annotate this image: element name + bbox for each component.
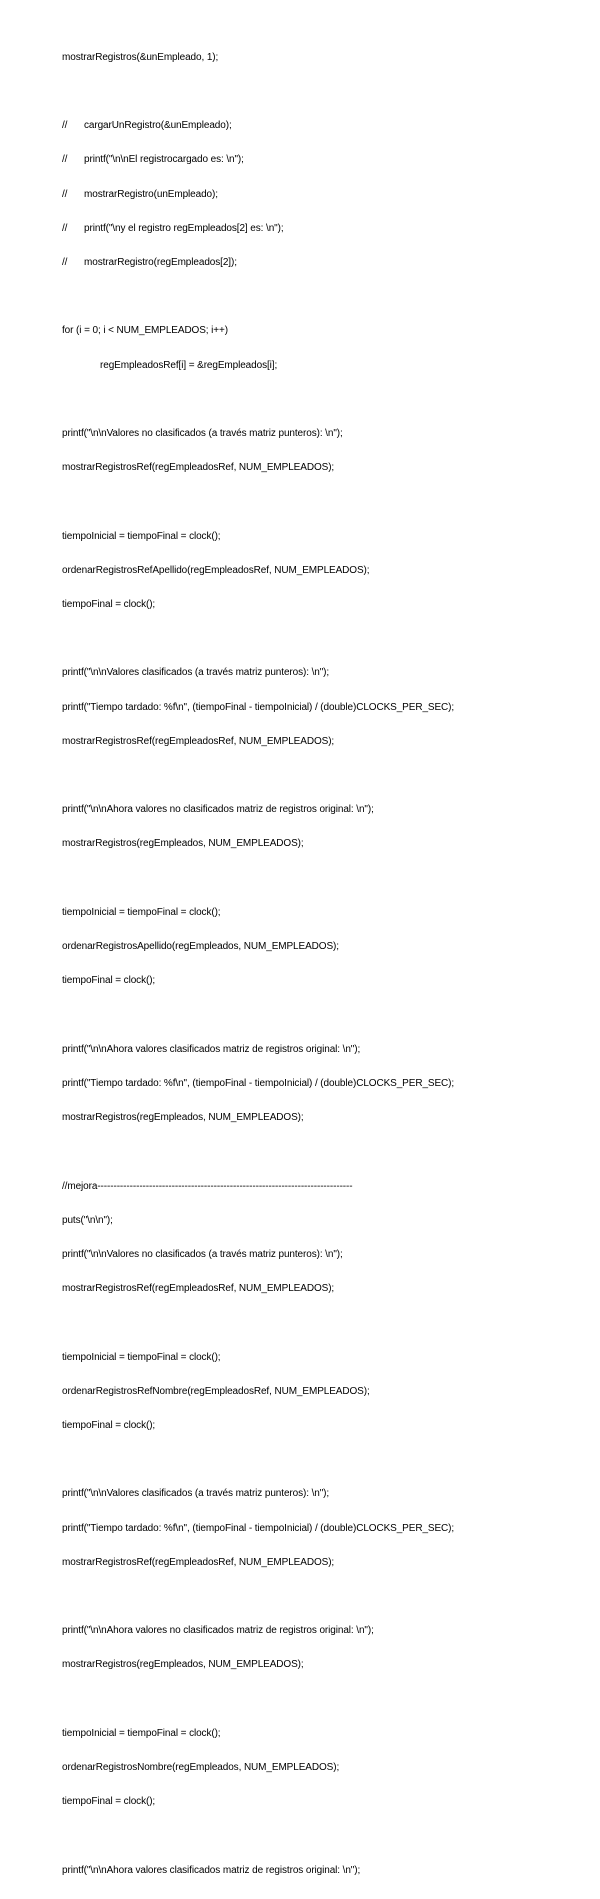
- code-line: printf("\n\nValores clasificados (a través matriz punteros): \n");: [62, 1488, 330, 1500]
- code-line: tiempoInicial = tiempoFinal = clock();: [62, 530, 221, 542]
- code-line: mostrarRegistrosRef(regEmpleadosRef, NUM_EMPLEADOS);: [62, 462, 335, 474]
- code-line: ordenarRegistrosApellido(regEmpleados, NUM_EMPLEADOS);: [62, 941, 339, 953]
- code-line: printf("\n\nValores no clasificados (a través matriz punteros): \n");: [62, 428, 343, 440]
- code-listing: [62, 29, 592, 1899]
- code-line: printf("\n\nAhora valores clasificados matriz de registros original: \n");: [62, 1864, 361, 1876]
- code-line: ordenarRegistrosNombre(regEmpleados, NUM_EMPLEADOS);: [62, 1761, 340, 1773]
- code-line: puts("\n\n");: [62, 1214, 113, 1226]
- code-line: // mostrarRegistro(regEmpleados[2]);: [62, 257, 237, 269]
- code-line: printf("\n\nAhora valores no clasificados matriz de registros original: \n");: [62, 804, 374, 816]
- code-line: printf("\n\nAhora valores no clasificados matriz de registros original: \n");: [62, 1625, 374, 1637]
- blank-line: [62, 1010, 592, 1021]
- code-line: regEmpleadosRef[i] = &regEmpleados[i];: [100, 359, 278, 371]
- code-line: tiempoInicial = tiempoFinal = clock();: [62, 1727, 221, 1739]
- code-line: tiempoInicial = tiempoFinal = clock();: [62, 906, 221, 918]
- blank-line: [62, 1454, 592, 1465]
- blank-line: [62, 1694, 592, 1705]
- blank-line: [62, 1317, 592, 1328]
- code-line: mostrarRegistrosRef(regEmpleadosRef, NUM_EMPLEADOS);: [62, 1556, 335, 1568]
- blank-line: [62, 291, 592, 302]
- code-line: mostrarRegistros(regEmpleados, NUM_EMPLEADOS);: [62, 1659, 304, 1671]
- blank-line: [62, 1830, 592, 1841]
- comment-marker: //: [62, 257, 68, 269]
- code-line: tiempoFinal = clock();: [62, 599, 156, 611]
- blank-line: [62, 496, 592, 507]
- code-line: mostrarRegistros(&unEmpleado, 1);: [62, 51, 219, 63]
- code-line: // printf("\ny el registro regEmpleados[2] es: \n");: [62, 222, 284, 234]
- code-line: tiempoFinal = clock();: [62, 1419, 156, 1431]
- code-line: ordenarRegistrosRefApellido(regEmpleadosRef, NUM_EMPLEADOS);: [62, 564, 370, 576]
- code-line: tiempoFinal = clock();: [62, 1796, 156, 1808]
- code-line: tiempoInicial = tiempoFinal = clock();: [62, 1351, 221, 1363]
- code-line: // cargarUnRegistro(&unEmpleado);: [62, 120, 232, 132]
- blank-line: [62, 86, 592, 97]
- code-line: mostrarRegistros(regEmpleados, NUM_EMPLEADOS);: [62, 1112, 304, 1124]
- comment-marker: //: [62, 154, 68, 166]
- blank-line: [62, 633, 592, 644]
- blank-line: [62, 1146, 592, 1157]
- code-line: // mostrarRegistro(unEmpleado);: [62, 188, 218, 200]
- code-line: // printf("\n\nEl registrocargado es: \n");: [62, 154, 244, 166]
- blank-line: [62, 770, 592, 781]
- comment-marker: //: [62, 188, 68, 200]
- code-line: mostrarRegistros(regEmpleados, NUM_EMPLEADOS);: [62, 838, 304, 850]
- comment-marker: //: [62, 222, 68, 234]
- blank-line: [62, 873, 592, 884]
- code-line: mostrarRegistrosRef(regEmpleadosRef, NUM_EMPLEADOS);: [62, 1283, 335, 1295]
- blank-line: [62, 394, 592, 405]
- code-comment-line: //mejora-------------------------------------------------------------------------------: [62, 1180, 353, 1192]
- code-line: printf("\n\nValores no clasificados (a través matriz punteros): \n");: [62, 1248, 343, 1260]
- blank-line: [62, 1591, 592, 1602]
- code-line: mostrarRegistrosRef(regEmpleadosRef, NUM_EMPLEADOS);: [62, 735, 335, 747]
- code-line: printf("\n\nValores clasificados (a través matriz punteros): \n");: [62, 667, 330, 679]
- code-line: printf("Tiempo tardado: %f\n", (tiempoFinal - tiempoInicial) / (double)CLOCKS_PER_SEC);: [62, 1077, 455, 1089]
- code-line: printf("Tiempo tardado: %f\n", (tiempoFinal - tiempoInicial) / (double)CLOCKS_PER_SEC);: [62, 701, 455, 713]
- code-line: printf("Tiempo tardado: %f\n", (tiempoFinal - tiempoInicial) / (double)CLOCKS_PER_SEC);: [62, 1522, 455, 1534]
- code-line: for (i = 0; i < NUM_EMPLEADOS; i++): [62, 325, 228, 337]
- code-line: ordenarRegistrosRefNombre(regEmpleadosRef, NUM_EMPLEADOS);: [62, 1385, 370, 1397]
- code-line: printf("\n\nAhora valores clasificados matriz de registros original: \n");: [62, 1043, 361, 1055]
- code-line: tiempoFinal = clock();: [62, 975, 156, 987]
- comment-marker: //: [62, 120, 68, 132]
